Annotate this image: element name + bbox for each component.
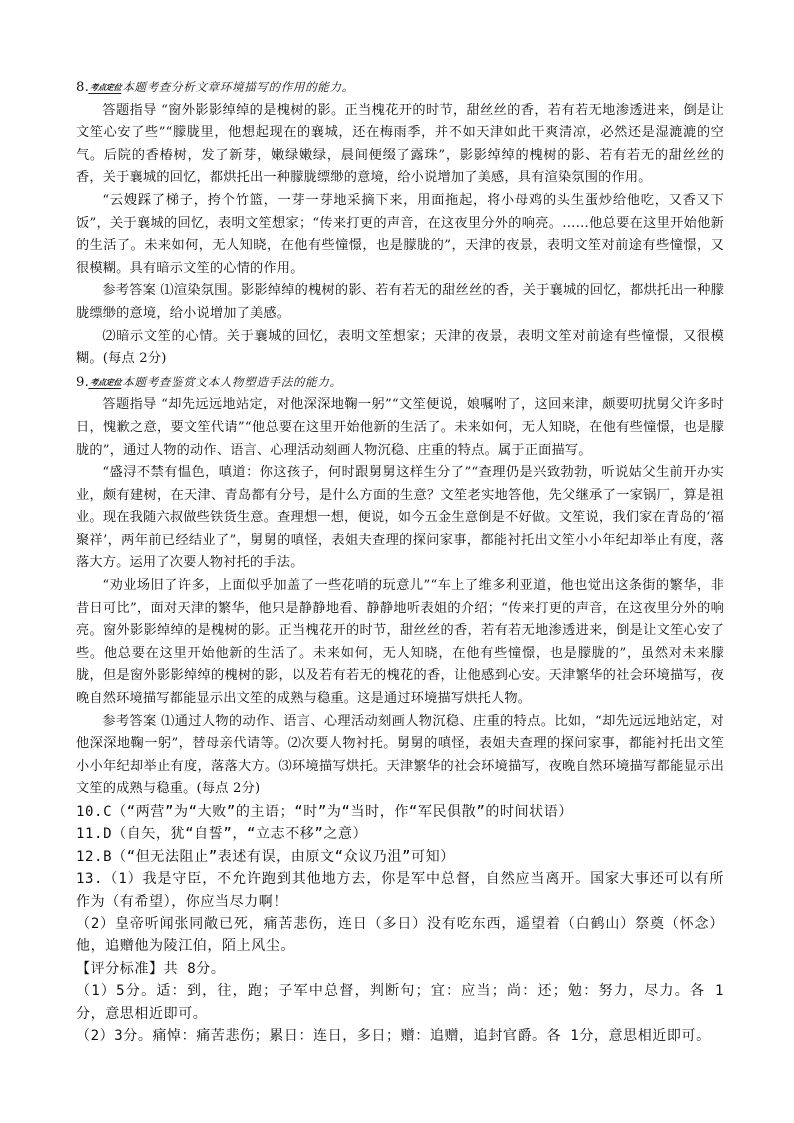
exam-point-badge: 考点定位 bbox=[89, 83, 122, 92]
answer-q13-part2: （2）皇帝听闻张同敞已死，痛苦悲伤，连日（多日）没有吃东西，遥望着（白鹤山）祭奠（怀念）他，追赠他为陵江伯，陌上风尘。 bbox=[76, 916, 724, 955]
analysis-paragraph: “云嫂踩了梯子，挎个竹篮，一芽一芽地采摘下来，用面拖起，将小母鸡的头生蛋炒给他吃，又香又下饭”，关于襄城的回忆，表明文笙想家；“传来打更的声音，在这夜里分外的响亮。……他总要在这里开始他新的生活了。未来如何，无人知晓，在他有些憧憬，也是朦胧的”，天津的夜景，表明文笙对前途有些憧憬，又很模糊。具有暗示文笙的心情的作用。 bbox=[76, 192, 724, 276]
question-topic: 本题考查分析文章环境描写的作用的能力。 bbox=[122, 80, 354, 94]
question-number: 9. bbox=[76, 374, 89, 390]
answer-q13-part1: 13.（1）我是守臣，不允许跑到其他地方去，你是军中总督，自然应当离开。国家大事还可以有所作为（有希望），你应当尽力啊！ bbox=[76, 871, 724, 910]
question-topic: 本题考查鉴赏文本人物塑造手法的能力。 bbox=[122, 374, 342, 389]
scoring-criteria-part1: （1）5分。适：到，往，跑；子军中总督，判断句；宜：应当；尚：还；勉：努力，尽力。各 1分，意思相近即可。 bbox=[76, 983, 724, 1022]
classical-chinese-answers bbox=[76, 801, 724, 1047]
scoring-criteria-part2: （2）3分。痛悼：痛苦悲伤；累日：连日，多日；赠：追赠，追封官爵。各 1分，意思相近即可。 bbox=[76, 1028, 711, 1045]
question-9-section bbox=[76, 371, 724, 801]
reference-answer: 参考答案 ⑴渲染氛围。影影绰绰的槐树的影、若有若无的甜丝丝的香，关于襄城的回忆，都烘托出一种朦胧缥缈的意境，给小说增加了美感。 bbox=[76, 283, 724, 321]
analysis-paragraph: “劝业场旧了许多，上面似乎加盖了一些花哨的玩意儿”“车上了维多利亚道，他也觉出这条街的繁华，非昔日可比”，面对天津的繁华，他只是静静地看、静静地听表姐的介绍；“传来打更的声音，在这夜里分外的响亮。窗外影影绰绰的是槐树的影。正当槐花开的时节，甜丝丝的香，若有若无地渗透进来，倒是让文笙心安了些。他总要在这里开始他新的生活了。未来如何，无人知晓，在他有些憧憬，也是朦胧的”，虽然对未来朦胧，但是窗外影影绰绰的槐树的影，以及若有若无的槐花的香，让他感到心安。天津繁华的社会环境描写，夜晚自然环境描写都能显示出文笙的成熟与稳重。这是通过环境描写烘托人物。 bbox=[76, 578, 724, 707]
analysis-paragraph: “盛浔不禁有愠色，嗔道：你这孩子，何时跟舅舅这样生分了”“查理仍是兴致勃勃，听说姑父生前开办实业，颇有建树，在天津、青岛都有分号，是什么方面的生意？文笙老实地答他，先父继承了一家锅厂，算是祖业。现在我随六叔做些铁货生意。查理想一想，便说，如今五金生意倒是不好做。文笙说，我们家在青岛的‘福聚祥’，两年前已经结业了”，舅舅的嗔怪，表姐夫查理的探问家事，都能衬托出文笙小小年纪却举止有度，落落大方。运用了次要人物衬托的手法。 bbox=[76, 465, 724, 571]
answer-q12: 12.B（“但无法阻止”表述有误，由原文“众议乃沮”可知） bbox=[76, 848, 455, 865]
answer-guide: 答题指导 “却先远远地站定，对他深深地鞠一躬”“文笙便说，娘嘱咐了，这回来津，颇要叨扰舅父许多时日，愧歉之意，要文笙代请”“他总要在这里开始他新的生活了。未来如何，无人知晓，在他有些憧憬，也是朦胧的”，通过人物的动作、语言、心理活动刻画人物沉稳、庄重的特点。属于正面描写。 bbox=[76, 397, 724, 458]
scoring-criteria-title: 【评分标准】共 8分。 bbox=[76, 960, 226, 977]
question-8-header bbox=[76, 76, 724, 100]
reference-answer-continued: ⑵暗示文笙的心情。关于襄城的回忆，表明文笙想家；天津的夜景，表明文笙对前途有些憧憬，又很模糊。(每点 2分) bbox=[76, 328, 724, 367]
answer-q10: 10.C（“两营”为“大败”的主语；“时”为“当时，作“军民俱散”的时间状语） bbox=[76, 804, 573, 820]
answer-guide: 答题指导 “窗外影影绰绰的是槐树的影。正当槐花开的时节，甜丝丝的香，若有若无地渗透进来，倒是让文笙心安了些”“朦胧里，他想起现在的襄城，还在梅雨季，并不如天津如此干爽清凉，必然还是湿漉漉的空气。后院的香椿树，发了新芽，嫩绿嫩绿，晨间便缀了露珠”，影影绰绰的槐树的影、若有若无的甜丝丝的香，关于襄城的回忆，都烘托出一种朦胧缥缈的意境，给小说增加了美感，具有渲染氛围的作用。 bbox=[76, 102, 724, 186]
question-number: 8. bbox=[76, 80, 89, 95]
question-8-section bbox=[76, 76, 724, 371]
question-9-header bbox=[76, 371, 724, 395]
document-page bbox=[76, 76, 724, 1047]
exam-point-badge: 考点定位 bbox=[89, 377, 122, 387]
answer-q11: 11.D（自矢，犹“自誓”，“立志不移”之意） bbox=[76, 826, 368, 843]
reference-answer: 参考答案 ⑴通过人物的动作、语言、心理活动刻画人物沉稳、庄重的特点。比如，“却先远远地站定，对他深深地鞠一躬”，替母亲代请等。⑵次要人物衬托。舅舅的嗔怪，表姐夫查理的探问家事，都能衬托出文笙小小年纪却举止有度，落落大方。⑶环境描写烘托。天津繁华的社会环境描写，夜晚自然环境描写都能显示出文笙的成熟与稳重。(每点 2分) bbox=[76, 713, 724, 797]
